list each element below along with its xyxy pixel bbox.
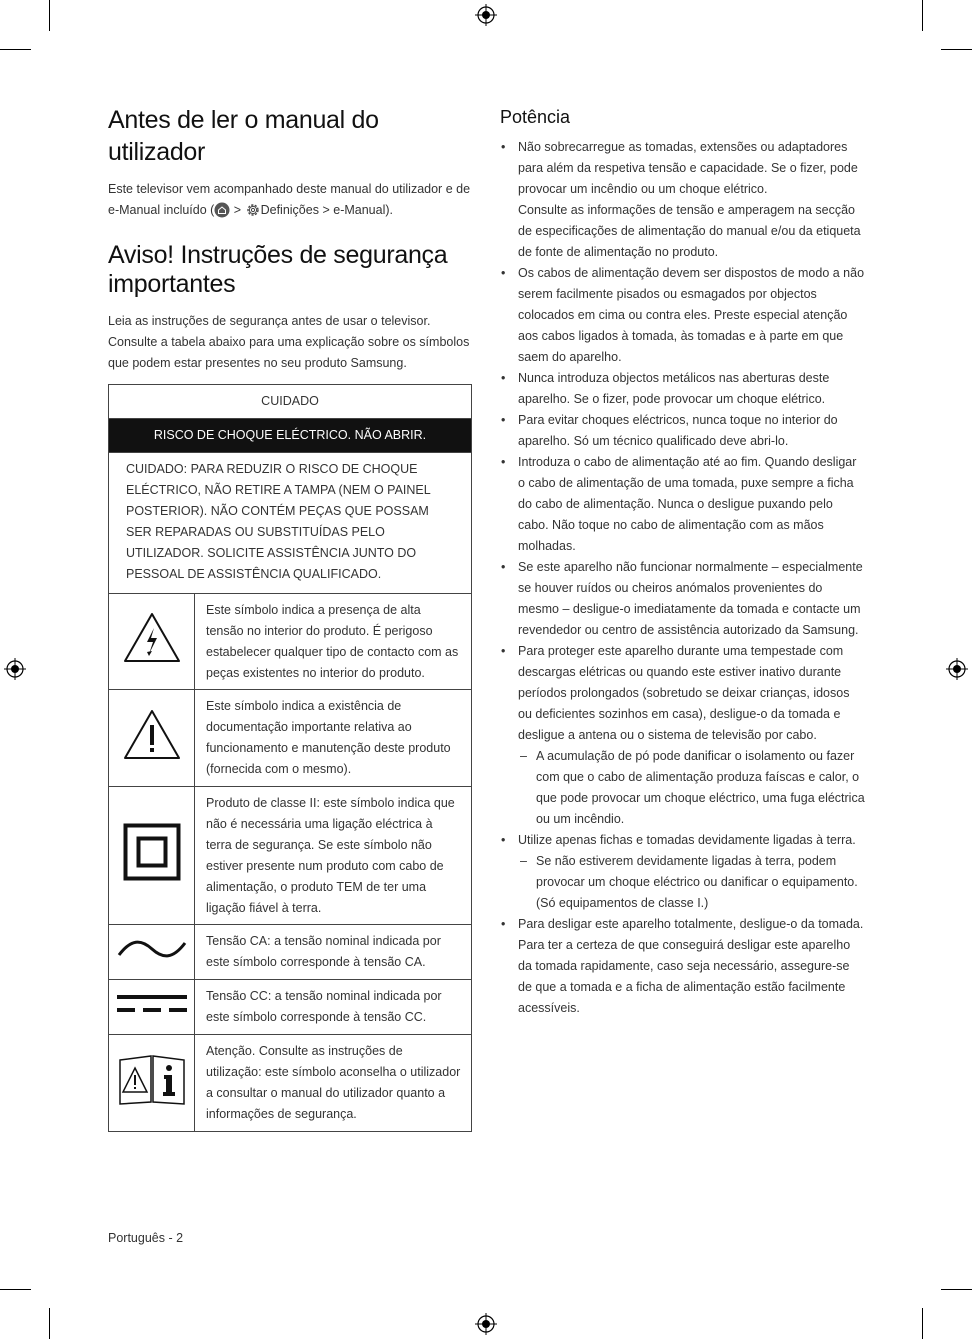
bullet-text: Para proteger este aparelho durante uma tempestade com descargas elétricas ou quando este estiver inativo durante períodos prolongados (sobretudo se deixar crianças, idosos ou deficientes sozinhos em casa), desligue-o da tomada e desligue a antena ou o sistema de televisão por cabo. (518, 644, 850, 742)
symbol-description: Este símbolo indica a existência de documentação importante relativa ao funcionamento e manutenção deste produto (fornecida com o mesmo). (195, 690, 472, 787)
bullet-text: Os cabos de alimentação devem ser dispostos de modo a não serem facilmente pisados ou esmagados por objectos colocados em cima ou contra eles. Preste especial atenção aos cabos ligados à tomada, às tomadas e à parte em que saem do aparelho. (518, 266, 865, 364)
caution-text: CUIDADO: PARA REDUZIR O RISCO DE CHOQUE ELÉCTRICO, NÃO RETIRE A TAMPA (NEM O PAINEL POSTERIOR). NÃO CONTÉM PEÇAS QUE POSSAM SER REPARADAS OU SUBSTITUÍDAS PELO UTILIZADOR. SOLICITE ASSISTÊNCIA JUNTO DO PESSOAL DE ASSISTÊNCIA QUALIFICADO. (109, 453, 472, 594)
crop-mark (49, 0, 50, 31)
intro-paragraph (108, 179, 472, 221)
table-row (109, 925, 472, 980)
page-footer: Português - 2 (108, 1231, 184, 1245)
exclamation-warning-icon (121, 707, 183, 763)
intro-text: Este televisor vem acompanhado deste manual do utilizador e de e-Manual incluído ( (108, 182, 471, 217)
table-banner-shock-risk: RISCO DE CHOQUE ELÉCTRICO. NÃO ABRIR. (109, 419, 472, 453)
right-column (500, 104, 866, 1019)
crop-mark (49, 1308, 50, 1339)
list-item (500, 557, 866, 641)
list-item (500, 263, 866, 368)
section-title-safety: Aviso! Instruções de segurança importantes (108, 241, 448, 298)
crop-mark (922, 0, 923, 31)
nav-separator: > (233, 203, 242, 217)
left-column (108, 104, 472, 1132)
consult-instructions-icon (118, 1054, 186, 1106)
table-row (109, 594, 472, 690)
symbol-cell (109, 980, 195, 1035)
table-header-caution: CUIDADO (109, 385, 472, 419)
symbol-description: Tensão CA: a tensão nominal indicada por este símbolo corresponde à tensão CA. (195, 925, 472, 980)
safety-intro-paragraph: Leia as instruções de segurança antes de usar o televisor. Consulte a tabela abaixo para uma explicação sobre os símbolos que podem estar presentes no seu produto Samsung. (108, 314, 470, 370)
list-item (500, 368, 866, 410)
registration-mark-icon (475, 1313, 497, 1335)
symbol-description: Produto de classe II: este símbolo indica que não é necessária uma ligação eléctrica à terra de segurança. Se este símbolo não estiver presente num produto com cabo de alimentação, o produto TEM de ter uma ligação fiável à terra. (195, 787, 472, 925)
table-row (109, 690, 472, 787)
crop-mark (941, 1289, 972, 1290)
crop-mark (922, 1308, 923, 1339)
crop-mark (941, 49, 972, 50)
sub-list (518, 851, 866, 914)
symbol-cell (109, 925, 195, 980)
gear-icon (245, 202, 261, 218)
list-item (500, 410, 866, 452)
bullet-extra-text: Consulte as informações de tensão e amperagem na secção de especificações de alimentação do manual e/ou da etiqueta de fonte de alimentação no produto. (518, 203, 861, 259)
bullet-text: Nunca introduza objectos metálicos nas aberturas deste aparelho. Se o fizer, pode provocar um choque elétrico. (518, 371, 830, 406)
symbol-description: Este símbolo indica a presença de alta tensão no interior do produto. É perigoso estabelecer qualquer tipo de contacto com as peças existentes no interior do produto. (195, 594, 472, 690)
bullet-text: Para desligar este aparelho totalmente, desligue-o da tomada. Para ter a certeza de que conseguirá desligar este aparelho da tomada rapidamente, caso seja necessário, assegure-se de que a tomada e a ficha de alimentação estão facilmente acessíveis. (518, 917, 864, 1015)
sub-list (518, 746, 866, 830)
registration-mark-icon (946, 658, 968, 680)
crop-mark (0, 1289, 31, 1290)
registration-mark-icon (4, 658, 26, 680)
table-row (109, 980, 472, 1035)
sub-list-item: – Se não estiverem devidamente ligadas à terra, podem provocar um choque eléctrico ou danificar o equipamento. (Só equipamentos de classe I.) (518, 851, 866, 914)
nav-close: ). (385, 203, 394, 217)
symbol-description: Atenção. Consulte as instruções de utilização: este símbolo aconselha o utilizador a consultar o manual do utilizador quanto a informações de segurança. (195, 1035, 472, 1132)
sub-list-item: – A acumulação de pó pode danificar o isolamento ou fazer com que o cabo de alimentação produza faíscas e calor, o que pode provocar um choque eléctrico, uma fuga eléctrica ou um incêndio. (518, 746, 866, 830)
ac-voltage-wave-icon (117, 937, 187, 961)
list-item (500, 914, 866, 1019)
list-item (500, 641, 866, 830)
class-ii-double-square-icon (123, 823, 181, 881)
table-row (109, 385, 472, 419)
list-item (500, 452, 866, 557)
bullet-text: Se este aparelho não funcionar normalmente – especialmente se houver ruídos ou cheiros anómalos provenientes do mesmo – desligue-o imediatamente da tomada e contacte um revendedor ou centro de assistência autorizado da Samsung. (518, 560, 863, 637)
registration-mark-icon (475, 4, 497, 26)
table-row (109, 1035, 472, 1132)
home-icon (214, 202, 230, 218)
nav-separator: > (322, 203, 330, 217)
table-row (109, 787, 472, 925)
table-row (109, 453, 472, 594)
section-title-before-reading: Antes de ler o manual do utilizador (108, 106, 379, 166)
bullet-text: Não sobrecarregue as tomadas, extensões ou adaptadores para além da respetiva tensão e capacidade. Se o fizer, pode provocar um incêndio ou um choque elétrico. (518, 140, 858, 196)
symbol-cell (109, 594, 195, 690)
table-row (109, 419, 472, 453)
nav-emanual-label: e-Manual (333, 203, 386, 217)
bullet-text: Utilize apenas fichas e tomadas devidamente ligadas à terra. (518, 833, 856, 847)
bullet-text: Introduza o cabo de alimentação até ao fim. Quando desligar o cabo de alimentação de uma tomada, puxe sempre a ficha do cabo de alimentação. Nunca o desligue puxando pelo cabo. Não toque no cabo de alimentação com as mãos molhadas. (518, 455, 857, 553)
list-item (500, 830, 866, 914)
dc-voltage-icon (117, 993, 187, 1015)
crop-mark (0, 49, 31, 50)
power-bullet-list (500, 137, 866, 1019)
symbol-cell (109, 1035, 195, 1132)
symbol-description: Tensão CC: a tensão nominal indicada por este símbolo corresponde à tensão CC. (195, 980, 472, 1035)
section-title-power: Potência (500, 107, 571, 127)
nav-settings-label: Definições (260, 203, 319, 217)
safety-symbols-table (108, 384, 472, 1132)
list-item (500, 137, 866, 263)
high-voltage-warning-icon (121, 610, 183, 666)
symbol-cell (109, 690, 195, 787)
bullet-text: Para evitar choques eléctricos, nunca toque no interior do aparelho. Só um técnico qualificado deve abri-lo. (518, 413, 838, 448)
symbol-cell (109, 787, 195, 925)
